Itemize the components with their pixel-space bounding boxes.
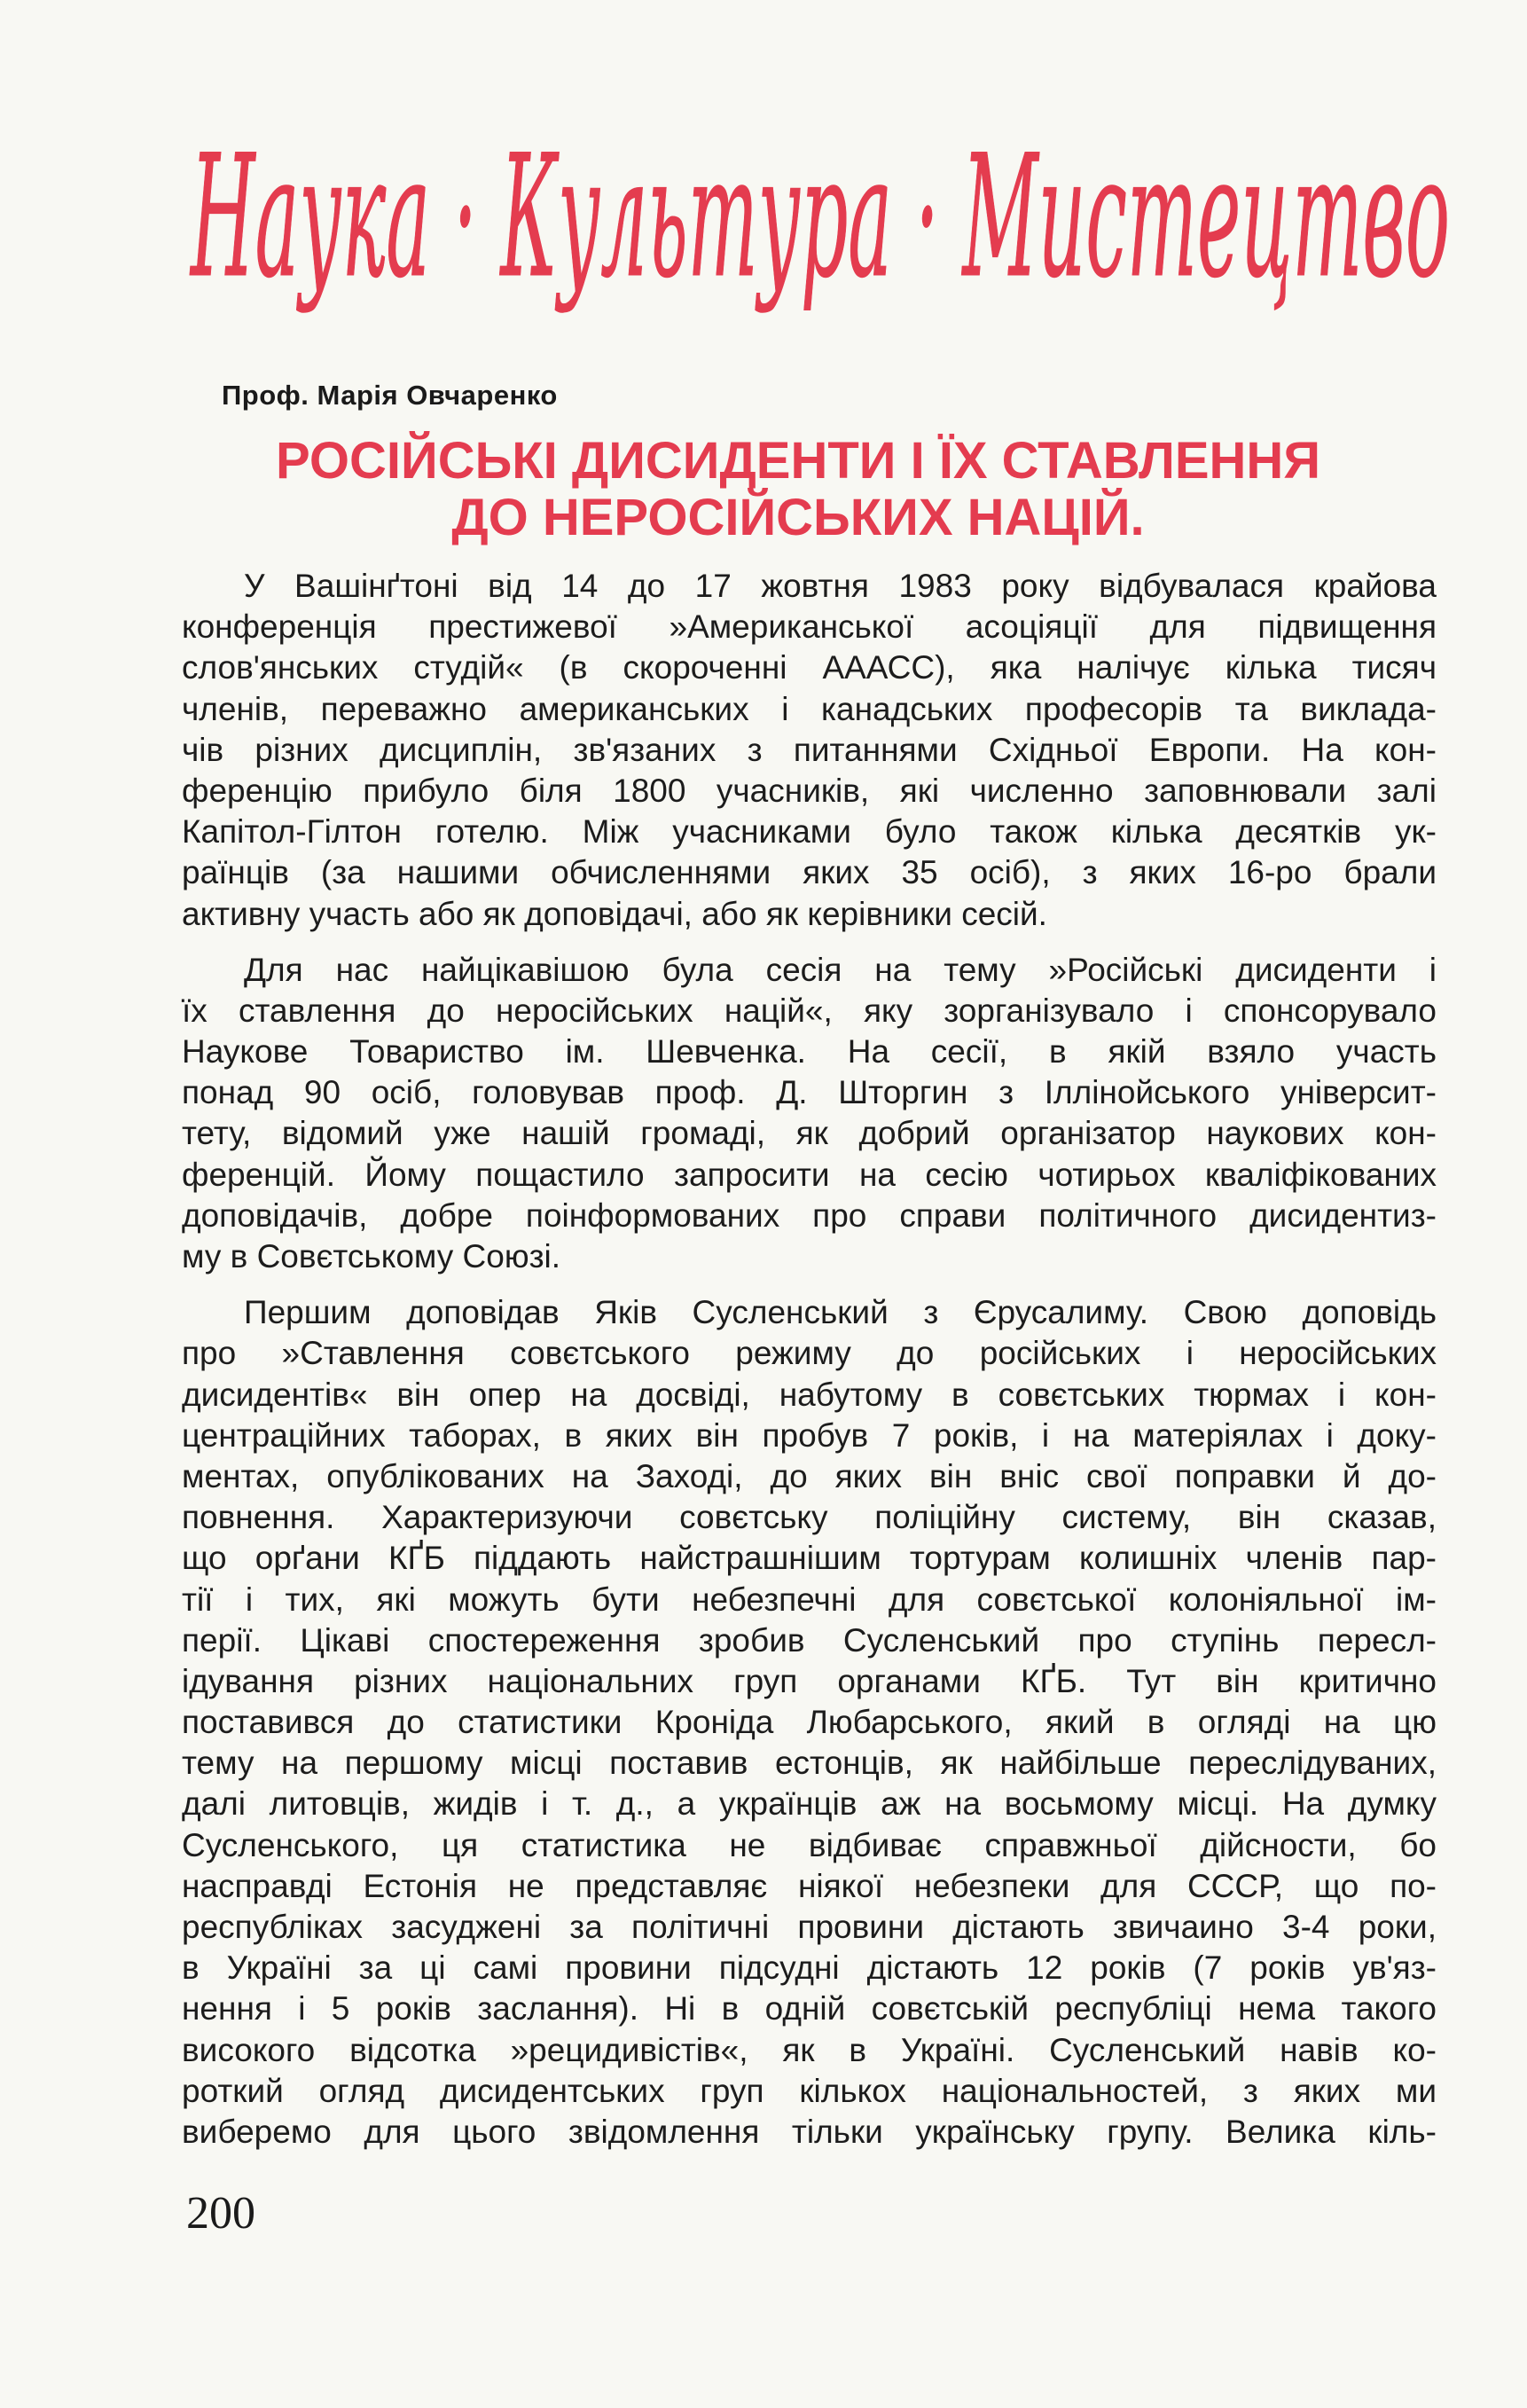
article-headline: [177, 433, 1419, 546]
text-line: Першим доповідав Яків Сусленський з Єрусалиму. Свою доповідь: [244, 1294, 1437, 1331]
text-line: ференцію прибуло біля 1800 учасників, які численно заповнювали залі: [182, 772, 1437, 809]
text-line: тету, відомий уже нашій громаді, як добрий організатор наукових кон-: [182, 1115, 1437, 1152]
text-line: Наукове Товариство ім. Шевченка. На сесії, в якій взяло участь: [182, 1033, 1437, 1071]
text-line: республіках засуджені за політичні провини дістають звичаино 3-4 роки,: [182, 1909, 1437, 1945]
text-line: членів, переважно американських і канадських професорів та виклада-: [182, 690, 1437, 727]
text-line: їх ставлення до неросійських націй«, яку зорганізувало і спонсорувало: [182, 992, 1437, 1029]
paragraph-3: [182, 1292, 1437, 2153]
text-line: повнення. Характеризуючи совєтську поліційну систему, він сказав,: [182, 1499, 1437, 1536]
page-number: 200: [186, 2188, 255, 2239]
text-line: роткий огляд дисидентських груп кількох національностей, з яких ми: [182, 2072, 1437, 2109]
text-line: чів різних дисциплін, зв'язаних з питаннями Східньої Европи. На кон-: [182, 731, 1437, 768]
paragraph-1: [182, 566, 1437, 935]
text-line: насправді Естонія не представляє ніякої небезпеки для СССР, що по-: [182, 1867, 1437, 1904]
text-line: нення і 5 років заслання). Ні в одній совєтській республіці нема такого: [182, 1990, 1437, 2028]
text-line: ментах, опублікованих на Заході, до яких він вніс свої поправки й до-: [182, 1457, 1437, 1494]
text-line: слов'янських студій« (в скороченні АААСС), яка налічує кілька тисяч: [182, 649, 1437, 686]
text-line: високого відсотка »рецидивістів«, як в Україні. Сусленський навів ко-: [182, 2031, 1437, 2068]
headline-line-1: РОСІЙСЬКІ ДИСИДЕНТИ І ЇХ СТАВЛЕННЯ: [275, 432, 1321, 490]
text-line: про »Ставлення совєтського режиму до російських і неросійських: [182, 1335, 1437, 1372]
article-body: [182, 566, 1437, 2168]
author-byline: Проф. Марія Овчаренко: [222, 380, 558, 411]
text-line: центраційних таборах, в яких він пробув 7 років, і на матеріялах і доку-: [182, 1416, 1437, 1454]
section-masthead: [182, 84, 1468, 386]
text-line: дисидентів« він опер на досвіді, набутому в совєтських тюрмах і кон-: [182, 1376, 1437, 1413]
masthead-script-title: [182, 84, 1468, 386]
text-line: активну участь або як доповідачі, або як керівники сесій.: [182, 895, 1047, 932]
text-line: Капітол-Гілтон готелю. Між учасниками було також кілька десятків ук-: [182, 813, 1437, 851]
text-line: що орґани КҐБ піддають найстрашнішим тортурам колишніх членів пар-: [182, 1540, 1437, 1577]
headline-line-2: ДО НЕРОСІЙСЬКИХ НАЦІЙ.: [451, 489, 1145, 546]
text-line: тії і тих, які можуть бути небезпечні для совєтської колоніяльної ім-: [182, 1580, 1437, 1618]
text-line: ідування різних національних груп органами КҐБ. Тут він критично: [182, 1662, 1437, 1699]
paragraph-2: [182, 950, 1437, 1278]
text-line: конференція престижевої »Американської асоціяції для підвищення: [182, 608, 1437, 646]
text-line: понад 90 осіб, головував проф. Д. Шторгин з Іллінойського університ-: [182, 1074, 1437, 1111]
text-line: У Вашінґтоні від 14 до 17 жовтня 1983 року відбувалася крайова: [244, 568, 1437, 604]
text-line: доповідачів, добре поінформованих про справи політичного дисидентиз-: [182, 1196, 1437, 1234]
text-line: далі литовців, жидів і т. д., а українців аж на восьмому місці. На думку: [182, 1785, 1437, 1823]
text-line: поставився до статистики Кроніда Любарського, який в огляді на цю: [182, 1704, 1437, 1741]
text-line: тему на першому місці поставив естонців, як найбільше переслідуваних,: [182, 1745, 1437, 1782]
masthead-title-text: Наука · Культура · Мистецтво: [189, 119, 1451, 315]
text-line: в Україні за ці самі провини підсудні дістають 12 років (7 років ув'яз-: [182, 1949, 1437, 1987]
text-line: раїнців (за нашими обчисленнями яких 35 осіб), з яких 16-ро брали: [182, 854, 1437, 891]
text-line: му в Совєтському Союзі.: [182, 1238, 561, 1275]
text-line: Сусленського, ця статистика не відбиває справжньої дійсности, бо: [182, 1826, 1437, 1863]
text-line: перії. Цікаві спостереження зробив Сусленський про ступінь пересл-: [182, 1621, 1437, 1659]
text-line: виберемо для цього звідомлення тільки українську групу. Велика кіль-: [182, 2113, 1437, 2150]
text-line: Для нас найцікавішою була сесія на тему »Російські дисиденти і: [244, 951, 1437, 988]
text-line: ференцій. Йому пощастило запросити на сесію чотирьох кваліфікованих: [182, 1156, 1437, 1193]
